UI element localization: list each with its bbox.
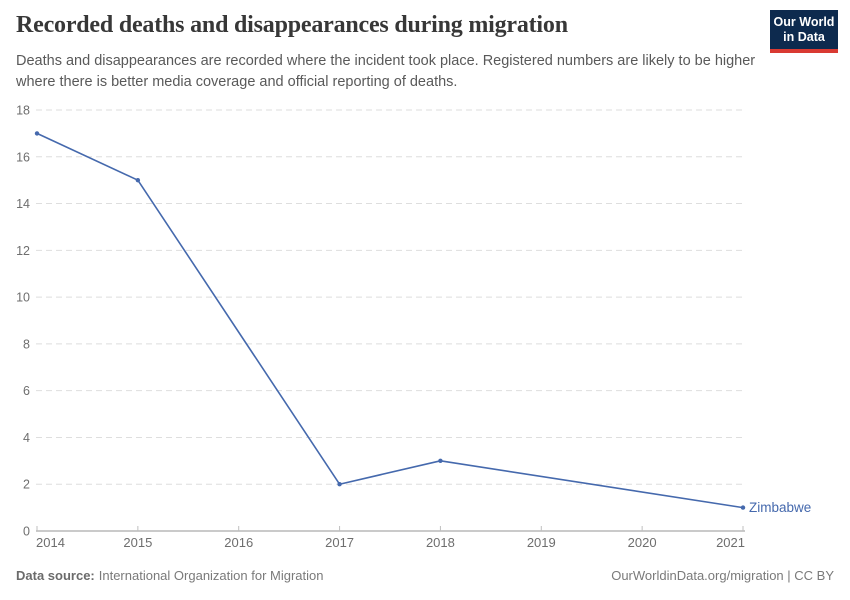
- data-point-marker: [438, 459, 442, 463]
- x-tick-label: 2014: [36, 535, 65, 550]
- data-source-value: International Organization for Migration: [98, 568, 324, 583]
- line-chart: [0, 100, 850, 570]
- data-point-marker: [136, 178, 140, 182]
- x-tick-label: 2017: [325, 535, 355, 550]
- line-chart-svg: [0, 100, 850, 570]
- y-tick-label: 8: [23, 337, 30, 352]
- series-end-label: Zimbabwe: [749, 500, 812, 516]
- y-tick-label: 0: [23, 524, 30, 539]
- owid-logo[interactable]: [770, 10, 838, 53]
- x-tick-label: 2019: [526, 535, 556, 550]
- y-tick-label: 4: [23, 430, 30, 445]
- y-tick-label: 12: [16, 243, 30, 258]
- y-tick-label: 18: [16, 103, 30, 118]
- x-tick-label: 2020: [627, 535, 657, 550]
- x-tick-label: 2021: [716, 535, 745, 550]
- y-tick-label: 14: [16, 197, 30, 212]
- data-point-marker: [741, 505, 745, 509]
- data-source: [16, 568, 323, 583]
- page-title: Recorded deaths and disappearances during migration: [16, 12, 568, 38]
- chart-subtitle: Deaths and disappearances are recorded where the incident took place. Registered numbers are likely to be higher where there is better media coverage and official reporting of deaths.: [16, 53, 756, 90]
- y-tick-label: 16: [16, 150, 30, 165]
- data-source-label: Data source:: [16, 568, 95, 583]
- chart-footer: [16, 568, 834, 583]
- y-tick-label: 6: [23, 384, 30, 399]
- x-tick-label: 2018: [425, 535, 455, 550]
- series-line: [37, 133, 743, 507]
- owid-logo-line1: Our World: [773, 14, 835, 29]
- owid-logo-line2: in Data: [783, 29, 825, 44]
- x-tick-label: 2015: [123, 535, 153, 550]
- y-tick-label: 2: [23, 477, 30, 492]
- x-tick-label: 2016: [224, 535, 254, 550]
- data-point-marker: [337, 482, 341, 486]
- y-tick-label: 10: [16, 290, 30, 305]
- attribution-link[interactable]: OurWorldinData.org/migration | CC BY: [611, 568, 834, 583]
- data-point-marker: [35, 131, 39, 135]
